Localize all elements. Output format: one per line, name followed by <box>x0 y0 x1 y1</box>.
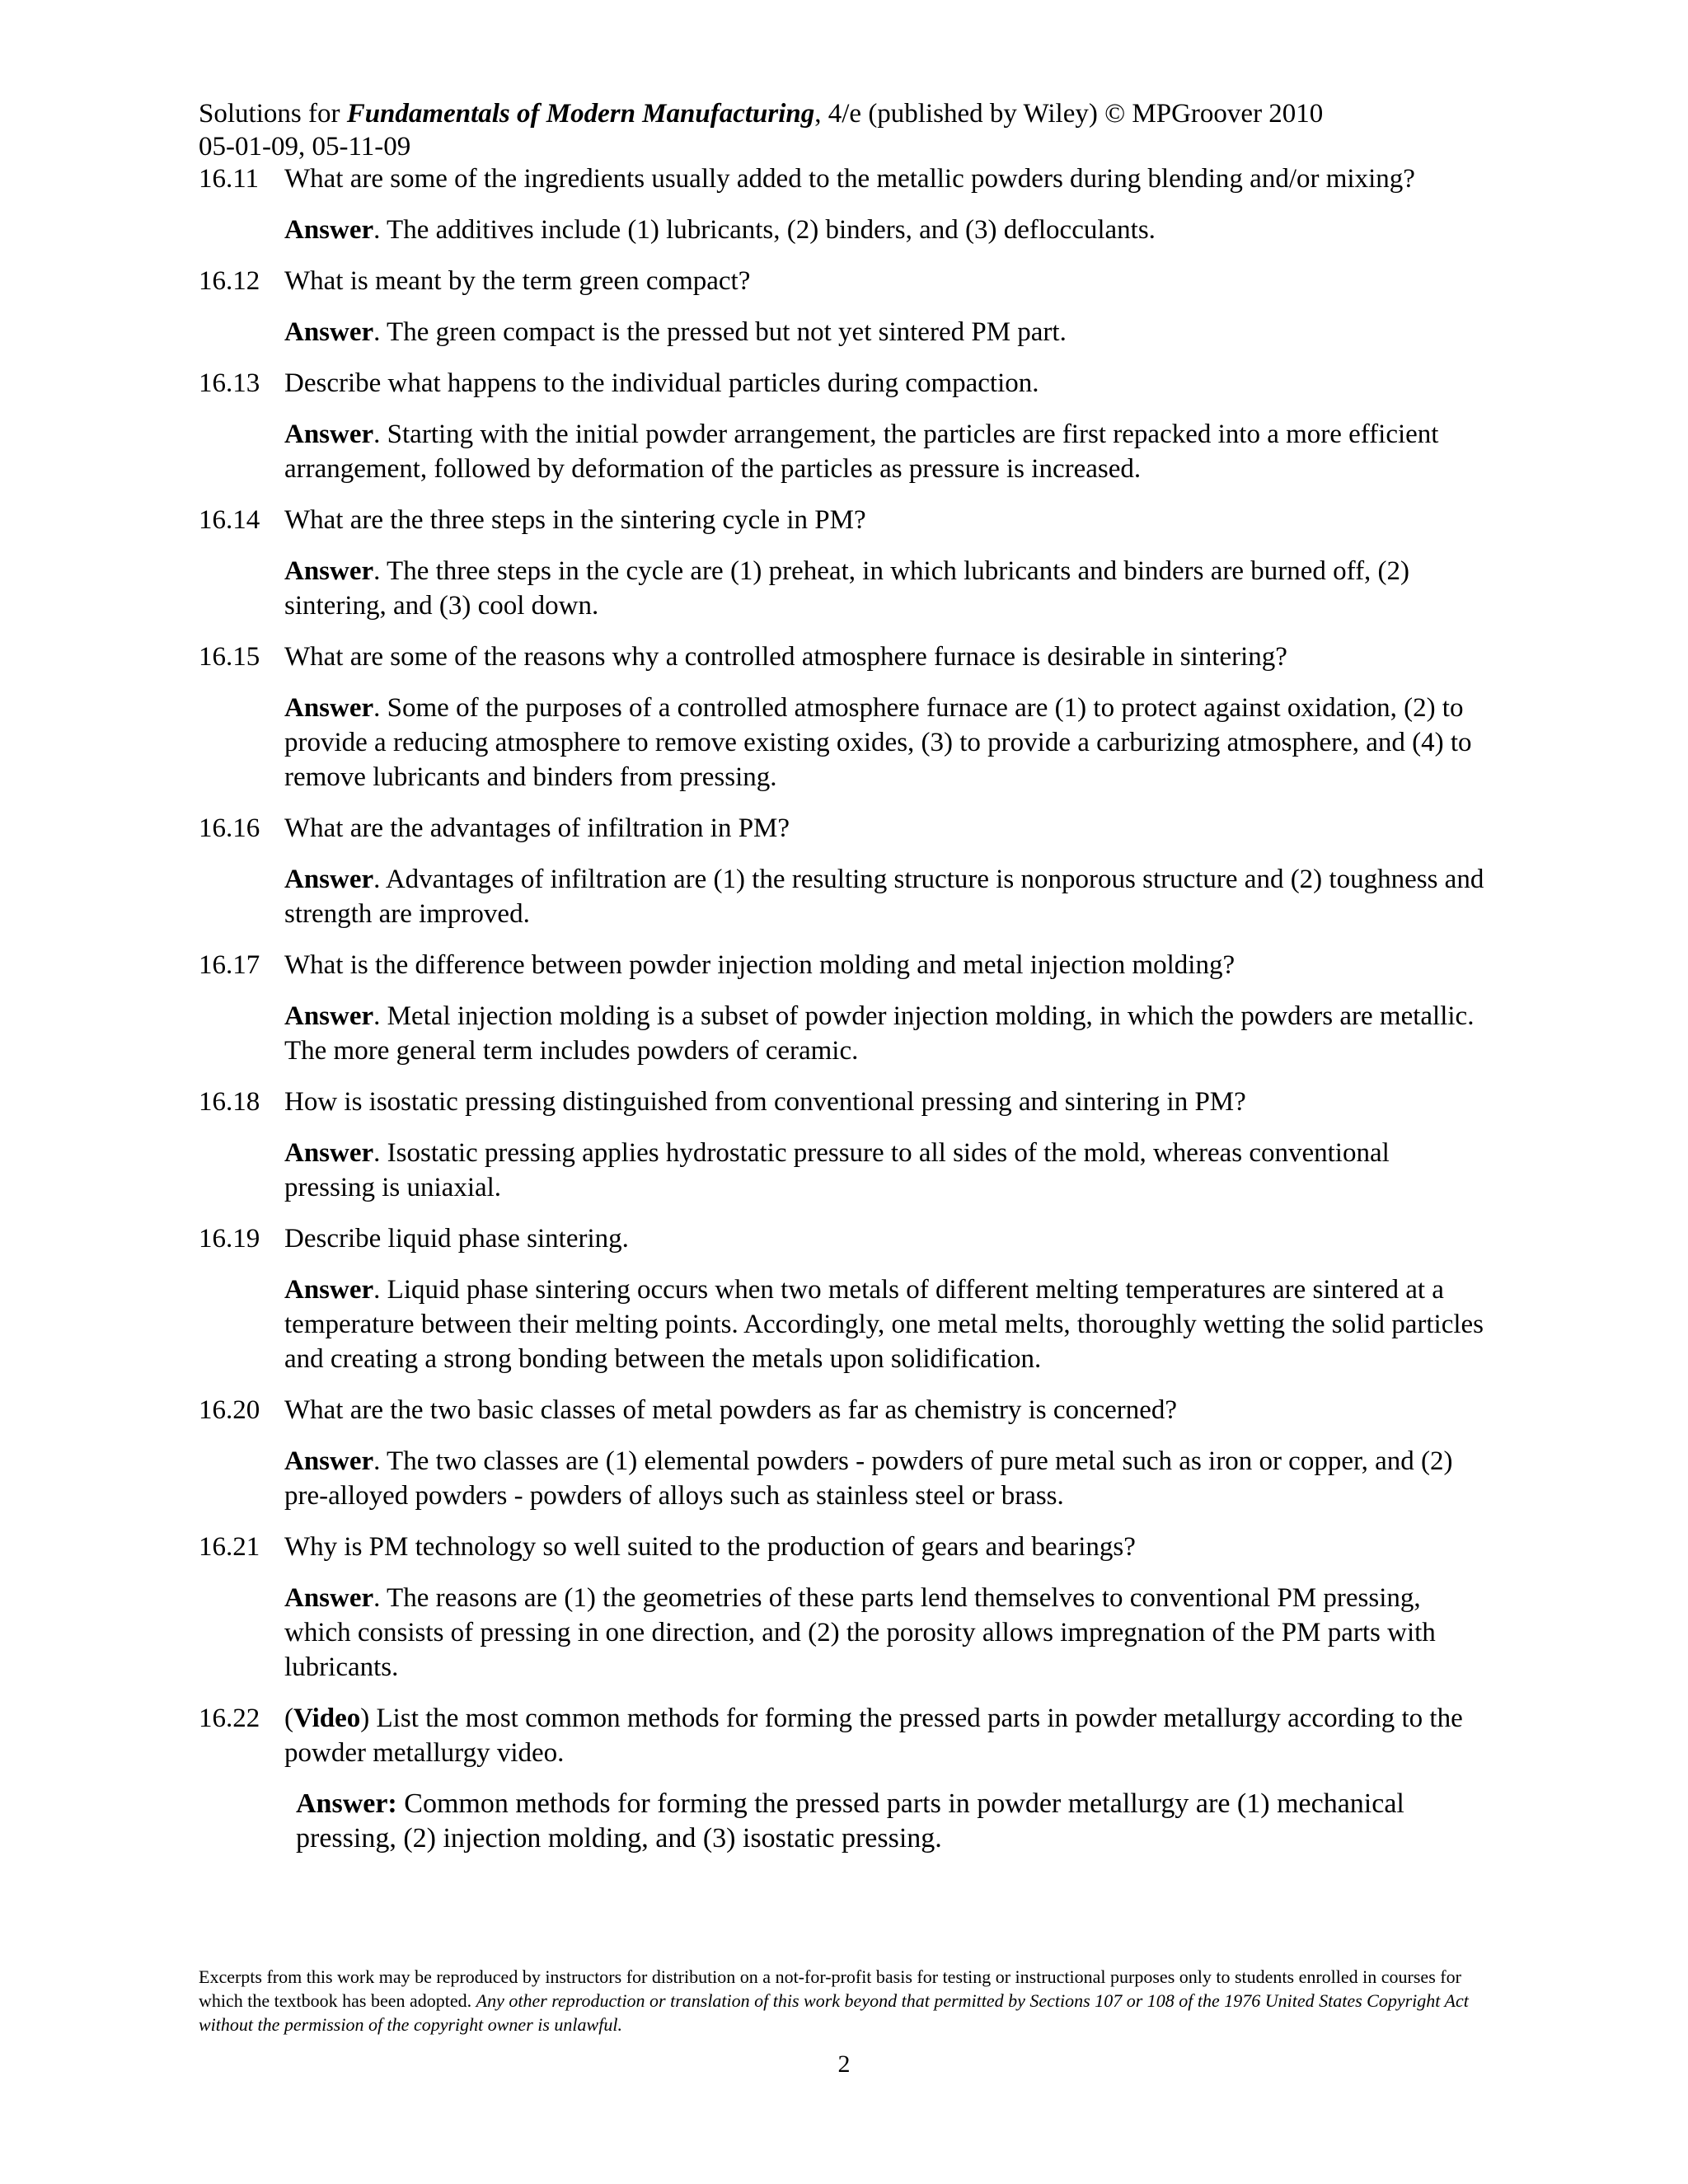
question-number: 16.20 <box>199 1395 260 1425</box>
answer-text: . The two classes are (1) elemental powders - powders of pure metal such as iron or copper, and (2) pre-alloyed powders - powders of alloys such as stainless steel or brass. <box>284 1446 1453 1511</box>
answer-label: Answer <box>284 865 374 894</box>
answer <box>199 315 1484 349</box>
answer-text: . Some of the purposes of a controlled atmosphere furnace are (1) to protect against oxidation, (2) to provide a reducing atmosphere to remove existing oxides, (3) to provide a carburizing atmosphere, and (4) to remove lubricants and binders from pressing. <box>284 693 1472 792</box>
answer-label: Answer <box>284 419 374 449</box>
footer-plain-text: Excerpts from this work may be reproduced by instructors for distribution on a not-for-profit basis for testing or instructional purposes only to students enrolled in courses for which the textbook has been adopted. <box>199 1966 1461 2011</box>
question-text: Describe liquid phase sintering. <box>284 1224 629 1254</box>
qa-item <box>199 640 1484 794</box>
answer <box>199 862 1484 931</box>
answer-label: Answer <box>284 317 374 347</box>
question-text: What is the difference between powder injection molding and metal injection molding? <box>284 950 1236 980</box>
answer <box>199 999 1484 1068</box>
question-text: What are the three steps in the sintering cycle in PM? <box>284 505 866 535</box>
answer-label: Answer <box>284 556 374 586</box>
answer <box>199 1272 1484 1376</box>
question-text: ) List the most common methods for forming the pressed parts in powder metallurgy according to the powder metallurgy video. <box>284 1704 1463 1768</box>
answer-text: . The reasons are (1) the geometries of these parts lend themselves to conventional PM pressing, which consists of pressing in one direction, and (2) the porosity allows impregnation of the PM parts with lubricants. <box>284 1583 1436 1682</box>
answer <box>199 417 1484 486</box>
answer-text: . Metal injection molding is a subset of powder injection molding, in which the powders are metallic. The more general term includes powders of ceramic. <box>284 1001 1475 1066</box>
answer-text: Common methods for forming the pressed parts in powder metallurgy are (1) mechanical pressing, (2) injection molding, and (3) isostatic pressing. <box>296 1788 1404 1854</box>
question-number: 16.18 <box>199 1087 260 1117</box>
answer <box>199 554 1484 623</box>
question-text: What are some of the ingredients usually added to the metallic powders during blending and/or mixing? <box>284 164 1415 194</box>
question-number: 16.14 <box>199 505 260 535</box>
answer-label: Answer: <box>296 1788 397 1819</box>
qa-item <box>199 503 1484 623</box>
question-text: What is meant by the term green compact? <box>284 266 751 296</box>
answer <box>199 1136 1484 1205</box>
answer-label: Answer <box>284 1583 374 1613</box>
question-text: What are some of the reasons why a controlled atmosphere furnace is desirable in sintering? <box>284 642 1287 672</box>
header-prefix: Solutions for <box>199 99 347 129</box>
answer <box>199 691 1484 794</box>
answer-label: Answer <box>284 1001 374 1031</box>
question <box>199 811 1484 846</box>
question-number: 16.16 <box>199 813 260 843</box>
answer <box>199 213 1484 247</box>
answer-label: Answer <box>284 693 374 723</box>
video-tag: Video <box>293 1704 361 1733</box>
question-number: 16.22 <box>199 1704 260 1733</box>
question-text: What are the advantages of infiltration in PM? <box>284 813 790 843</box>
question-number: 16.13 <box>199 368 260 398</box>
question <box>199 948 1484 982</box>
question <box>199 264 1484 298</box>
answer-label: Answer <box>284 215 374 245</box>
running-header <box>199 97 1323 163</box>
answer <box>199 1787 1484 1856</box>
question <box>199 366 1484 401</box>
qa-item <box>199 1393 1484 1513</box>
answer-label: Answer <box>284 1138 374 1168</box>
header-line-1 <box>199 97 1323 130</box>
question-text: Why is PM technology so well suited to the production of gears and bearings? <box>284 1532 1136 1562</box>
question-text: Describe what happens to the individual particles during compaction. <box>284 368 1039 398</box>
question-text: What are the two basic classes of metal powders as far as chemistry is concerned? <box>284 1395 1178 1425</box>
question-open-paren: ( <box>284 1704 293 1733</box>
question <box>199 1221 1484 1256</box>
answer-label: Answer <box>284 1446 374 1476</box>
answer-text: . The three steps in the cycle are (1) preheat, in which lubricants and binders are burned off, (2) sintering, and (3) cool down. <box>284 556 1410 621</box>
question <box>199 1393 1484 1427</box>
qa-item <box>199 1701 1484 1856</box>
question <box>199 640 1484 674</box>
question-number: 16.17 <box>199 950 260 980</box>
answer-text: . The green compact is the pressed but not yet sintered PM part. <box>373 317 1067 347</box>
header-dates: 05-01-09, 05-11-09 <box>199 132 411 162</box>
header-suffix: , 4/e (published by Wiley) © MPGroover 2010 <box>814 99 1324 129</box>
answer-label: Answer <box>284 1275 374 1305</box>
question-number: 16.11 <box>199 164 260 194</box>
qa-item <box>199 1085 1484 1205</box>
page-number: 2 <box>837 2050 851 2078</box>
question-answer-list <box>199 162 1484 1872</box>
book-title: Fundamentals of Modern Manufacturing <box>346 99 815 129</box>
qa-item <box>199 1530 1484 1685</box>
copyright-footer <box>199 1965 1493 2036</box>
qa-item <box>199 1221 1484 1376</box>
answer-text: . Advantages of infiltration are (1) the resulting structure is nonporous structure and (2) toughness and strength are improved. <box>284 865 1484 929</box>
qa-item <box>199 162 1484 247</box>
question <box>199 1530 1484 1564</box>
answer-text: . Isostatic pressing applies hydrostatic pressure to all sides of the mold, whereas conventional pressing is uniaxial. <box>284 1138 1390 1202</box>
question <box>199 503 1484 537</box>
answer-text: . Liquid phase sintering occurs when two metals of different melting temperatures are sintered at a temperature between their melting points. Accordingly, one metal melts, thoroughly wetting the solid particles and creating a strong bonding between the metals upon solidification. <box>284 1275 1484 1374</box>
answer-text: . The additives include (1) lubricants, (2) binders, and (3) deflocculants. <box>373 215 1156 245</box>
qa-item <box>199 264 1484 349</box>
qa-item <box>199 366 1484 486</box>
question-number: 16.12 <box>199 266 260 296</box>
question-text: How is isostatic pressing distinguished from conventional pressing and sintering in PM? <box>284 1087 1246 1117</box>
question-number: 16.21 <box>199 1532 260 1562</box>
question <box>199 1701 1484 1770</box>
qa-item <box>199 811 1484 931</box>
footer-italic-text: Any other reproduction or translation of this work beyond that permitted by Sections 107 or 108 of the 1976 United States Copyright Act without the permission of the copyright owner is unlawful. <box>199 1990 1469 2035</box>
question-number: 16.19 <box>199 1224 260 1254</box>
question <box>199 1085 1484 1119</box>
qa-item <box>199 948 1484 1068</box>
answer-text: . Starting with the initial powder arrangement, the particles are first repacked into a more efficient arrangement, followed by deformation of the particles as pressure is increased. <box>284 419 1439 484</box>
question-number: 16.15 <box>199 642 260 672</box>
answer <box>199 1444 1484 1513</box>
answer <box>199 1581 1484 1685</box>
question <box>199 162 1484 196</box>
